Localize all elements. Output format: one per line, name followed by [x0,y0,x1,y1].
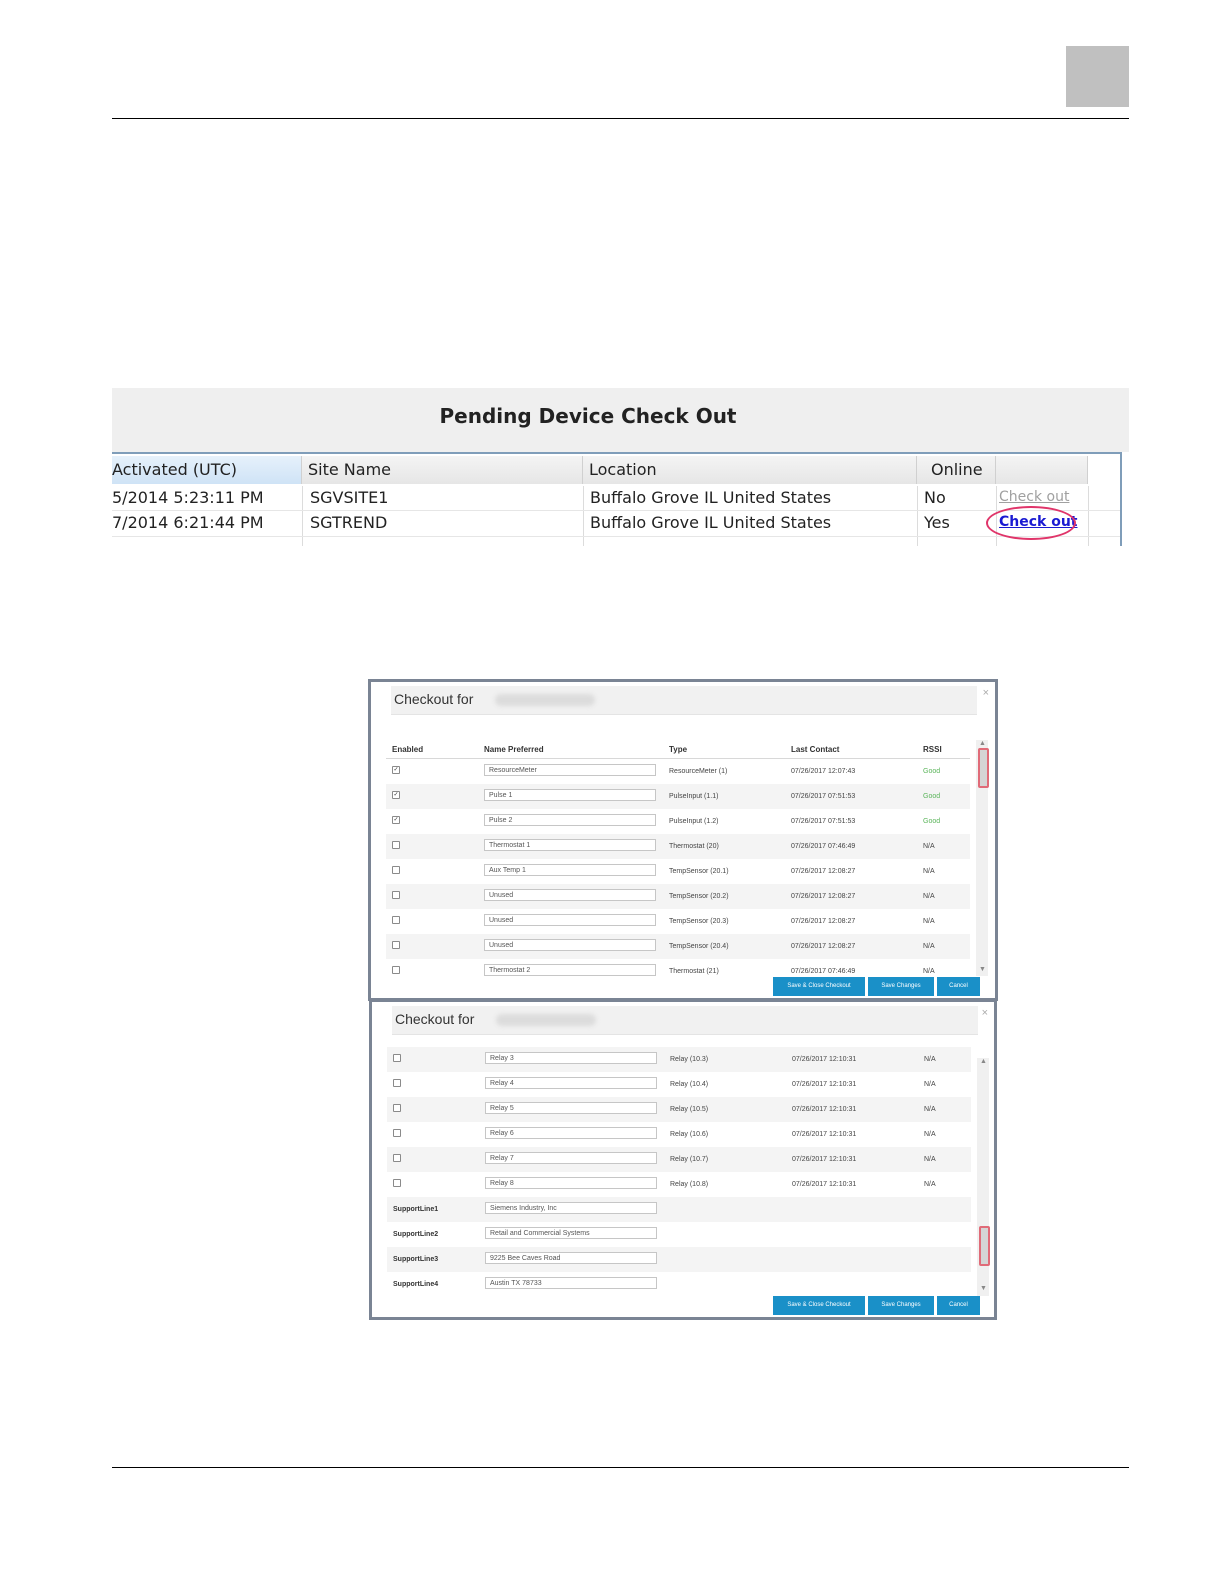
device-type: TempSensor (20.3) [669,918,729,925]
device-name-redacted [495,694,595,706]
checkout-highlight-oval [986,506,1076,540]
last-contact: 07/26/2017 07:51:53 [791,818,856,825]
device-type: TempSensor (20.1) [669,868,729,875]
dialog-header [391,686,977,715]
checkout-dialog-top [368,679,998,1001]
row1-activated: 5/2014 5:23:11 PM [112,488,264,507]
support-line-input[interactable]: 9225 Bee Caves Road [485,1252,657,1264]
enabled-checkbox[interactable] [392,966,400,974]
enabled-checkbox[interactable] [392,841,400,849]
device-type: Relay (10.3) [670,1056,709,1063]
rssi-value: Good [923,793,941,800]
col-header-activated[interactable]: Activated (UTC) [112,456,302,484]
enabled-checkbox[interactable]: ✓ [393,792,399,798]
dialog-header [392,1006,978,1035]
name-preferred-input[interactable]: Relay 3 [485,1052,657,1064]
name-preferred-input[interactable]: ResourceMeter [484,764,656,776]
device-row [387,1097,971,1122]
device-row [387,1122,971,1147]
enabled-checkbox[interactable] [393,1179,401,1187]
device-type: TempSensor (20.4) [669,943,729,950]
scroll-down-icon[interactable]: ▼ [980,1285,987,1292]
last-contact: 07/26/2017 12:10:31 [792,1181,857,1188]
rssi-value: Good [923,768,941,775]
col-enabled: Enabled [392,745,424,754]
col-divider [1088,486,1089,546]
rssi-value: N/A [924,1081,936,1088]
enabled-checkbox[interactable] [393,1054,401,1062]
rssi-value: N/A [923,943,935,950]
device-type: PulseInput (1.1) [669,793,719,800]
name-preferred-input[interactable]: Relay 7 [485,1152,657,1164]
scroll-up-icon[interactable]: ▲ [980,1058,987,1065]
col-header-action [996,456,1088,484]
support-line-label: SupportLine2 [393,1231,439,1238]
support-line-row [387,1272,971,1297]
scrollbar-thumb[interactable] [979,1226,990,1266]
last-contact: 07/26/2017 07:51:53 [791,793,856,800]
enabled-checkbox[interactable] [392,941,400,949]
last-contact: 07/26/2017 07:46:49 [791,843,856,850]
last-contact: 07/26/2017 12:10:31 [792,1081,857,1088]
name-preferred-input[interactable]: Relay 4 [485,1077,657,1089]
col-rssi: RSSI [923,745,942,754]
dialog-title: Checkout for [394,691,474,707]
last-contact: 07/26/2017 12:10:31 [792,1106,857,1113]
last-contact: 07/26/2017 12:10:31 [792,1056,857,1063]
device-type: PulseInput (1.2) [669,818,719,825]
col-header-online[interactable]: Online [917,456,996,484]
last-contact: 07/26/2017 12:08:27 [791,868,856,875]
footer-rule [112,1467,1129,1468]
name-preferred-input[interactable]: Pulse 1 [484,789,656,801]
col-last-contact: Last Contact [791,745,840,754]
name-preferred-input[interactable]: Relay 5 [485,1102,657,1114]
device-row [386,859,970,884]
support-line-row [387,1197,971,1222]
scroll-down-icon[interactable]: ▼ [979,966,986,973]
name-preferred-input[interactable]: Thermostat 1 [484,839,656,851]
row1-location: Buffalo Grove IL United States [590,488,832,507]
save-close-checkout-button[interactable]: Save & Close Checkout [773,977,865,996]
device-row [387,1047,971,1072]
rssi-value: N/A [923,968,935,975]
last-contact: 07/26/2017 12:08:27 [791,943,856,950]
pending-title-bar [112,388,1129,452]
device-type: Relay (10.7) [670,1156,709,1163]
row2-site-name: SGTREND [310,513,388,532]
rssi-value: Good [923,818,941,825]
last-contact: 07/26/2017 07:46:49 [791,968,856,975]
support-line-row [387,1222,971,1247]
device-type: Relay (10.5) [670,1106,709,1113]
col-header-location[interactable]: Location [583,456,917,484]
rssi-value: N/A [923,893,935,900]
name-preferred-input[interactable]: Relay 6 [485,1127,657,1139]
device-row [386,809,970,834]
col-divider [302,486,303,546]
save-changes-button[interactable]: Save Changes [868,977,934,996]
device-row [386,834,970,859]
device-type: Relay (10.4) [670,1081,709,1088]
rssi-value: N/A [924,1106,936,1113]
scroll-up-icon[interactable]: ▲ [979,740,986,747]
last-contact: 07/26/2017 12:08:27 [791,918,856,925]
close-icon[interactable]: × [981,1007,988,1019]
device-row [386,934,970,959]
enabled-checkbox[interactable] [393,1079,401,1087]
row1-site-name: SGVSITE1 [310,488,389,507]
last-contact: 07/26/2017 12:10:31 [792,1156,857,1163]
col-name-preferred: Name Preferred [484,745,544,754]
device-table-header [386,740,970,759]
save-close-checkout-button[interactable]: Save & Close Checkout [773,1296,865,1315]
col-header-site-name[interactable]: Site Name [302,456,583,484]
row-divider [112,536,1120,537]
device-name-redacted [496,1014,596,1026]
device-row [387,1147,971,1172]
enabled-checkbox[interactable]: ✓ [393,817,399,823]
pending-device-checkout-panel [112,388,1129,546]
support-line-input[interactable]: Siemens Industry, Inc [485,1202,657,1214]
support-line-label: SupportLine4 [393,1281,439,1288]
device-type: TempSensor (20.2) [669,893,729,900]
name-preferred-input[interactable]: Unused [484,914,656,926]
device-row [387,1072,971,1097]
device-row [386,884,970,909]
row-divider [112,510,1120,511]
enabled-checkbox[interactable] [393,1129,401,1137]
device-row [386,784,970,809]
col-type: Type [669,745,688,754]
scrollbar-thumb[interactable] [978,748,989,788]
enabled-checkbox[interactable] [393,1154,401,1162]
pending-device-grid [112,452,1122,546]
rssi-value: N/A [923,868,935,875]
save-changes-button[interactable]: Save Changes [868,1296,934,1315]
support-line-row [387,1247,971,1272]
support-line-input[interactable]: Retail and Commercial Systems [485,1227,657,1239]
last-contact: 07/26/2017 12:10:31 [792,1131,857,1138]
cancel-button[interactable]: Cancel [937,977,980,996]
device-type: Thermostat (21) [669,968,719,975]
enabled-checkbox[interactable]: ✓ [393,767,399,773]
support-line-label: SupportLine3 [393,1256,439,1263]
rssi-value: N/A [923,843,935,850]
cancel-button[interactable]: Cancel [937,1296,980,1315]
device-type: Relay (10.6) [670,1131,709,1138]
row2-activated: 7/2014 6:21:44 PM [112,513,264,532]
device-row [386,909,970,934]
name-preferred-input[interactable]: Unused [484,889,656,901]
name-preferred-input[interactable]: Relay 8 [485,1177,657,1189]
header-corner-box [1066,46,1129,107]
name-preferred-input[interactable]: Aux Temp 1 [484,864,656,876]
close-icon[interactable]: × [982,687,989,699]
device-row [387,1172,971,1197]
last-contact: 07/26/2017 12:08:27 [791,893,856,900]
device-type: Thermostat (20) [669,843,719,850]
name-preferred-input[interactable]: Pulse 2 [484,814,656,826]
rssi-value: N/A [924,1056,936,1063]
enabled-checkbox[interactable] [392,916,400,924]
enabled-checkbox[interactable] [393,1104,401,1112]
row1-online: No [924,488,946,507]
row2-checkout-link[interactable]: Check out [999,514,1078,530]
support-line-input[interactable]: Austin TX 78733 [485,1277,657,1289]
header-rule [112,118,1129,119]
device-type: ResourceMeter (1) [669,768,728,775]
pending-title: Pending Device Check Out [439,404,737,428]
rssi-value: N/A [924,1131,936,1138]
last-contact: 07/26/2017 12:07:43 [791,768,856,775]
enabled-checkbox[interactable] [392,891,400,899]
name-preferred-input[interactable]: Unused [484,939,656,951]
rssi-value: N/A [923,918,935,925]
row2-location: Buffalo Grove IL United States [590,513,832,532]
row2-online: Yes [924,513,950,532]
enabled-checkbox[interactable] [392,866,400,874]
rssi-value: N/A [924,1181,936,1188]
device-row [386,759,970,784]
device-type: Relay (10.8) [670,1181,709,1188]
checkout-dialog-bottom [369,999,997,1320]
rssi-value: N/A [924,1156,936,1163]
support-line-label: SupportLine1 [393,1206,439,1213]
dialog-title: Checkout for [395,1011,475,1027]
name-preferred-input[interactable]: Thermostat 2 [484,964,656,976]
row1-checkout-link: Check out [999,489,1070,505]
